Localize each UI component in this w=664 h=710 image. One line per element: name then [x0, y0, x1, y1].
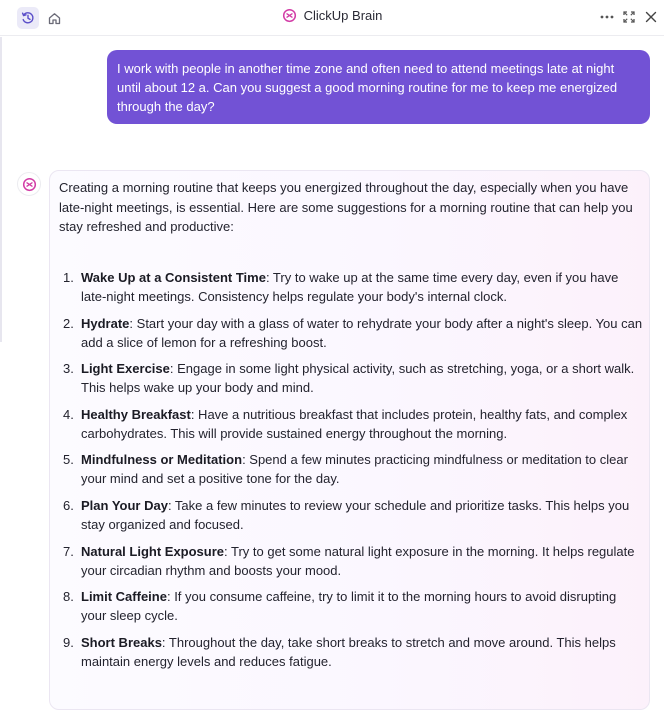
item-title: Mindfulness or Meditation: [81, 452, 243, 468]
item-number: 7.: [63, 543, 74, 559]
item-number: 2.: [63, 315, 74, 331]
item-text: : Throughout the day, take short breaks to stretch and move around. This helps maintain energy levels and reduces fatigue.: [81, 634, 616, 669]
close-icon: [645, 11, 657, 23]
list-item: [59, 268, 644, 306]
top-bar: [0, 0, 664, 36]
item-title: Light Exercise: [81, 361, 170, 377]
close-button[interactable]: [642, 8, 660, 26]
list-item: [59, 542, 644, 580]
list-item: [59, 314, 644, 352]
item-text: : Take a few minutes to review your schedule and prioritize tasks. This helps you stay organized and focused.: [81, 497, 630, 532]
page-title: ClickUp Brain: [303, 8, 383, 23]
item-text: : Engage in some light physical activity, such as stretching, yoga, or a short walk. This helps wake up your body and mind.: [81, 361, 635, 396]
item-text: : Try to wake up at the same time every day, even if you have late-night meetings. Consistency helps regulate your body's internal clock.: [81, 270, 619, 304]
expand-icon: [623, 11, 635, 23]
list-item: [59, 587, 644, 625]
user-message: I work with people in another time zone and often need to attend meetings late at night until about 12 a. Can you suggest a good morning routine for me to keep me energized through the day?: [107, 50, 650, 124]
item-number: 9.: [63, 634, 74, 650]
item-number: 1.: [63, 270, 74, 285]
item-title: Natural Light Exposure: [81, 543, 225, 559]
list-item: [59, 496, 644, 534]
ai-avatar: [17, 172, 41, 196]
list-item: [59, 359, 644, 397]
item-text: : If you consume caffeine, try to limit it to the morning hours to avoid disrupting your sleep cycle.: [81, 589, 617, 624]
item-text: : Have a nutritious breakfast that includes protein, healthy fats, and complex carbohydrates. This will provide sustained energy throughout the morning.: [81, 406, 628, 441]
expand-button[interactable]: [620, 8, 638, 26]
item-title: Hydrate: [81, 315, 130, 331]
more-button[interactable]: [598, 8, 616, 26]
brain-logo-icon: [22, 177, 37, 192]
item-number: 4.: [63, 406, 74, 422]
list-item: [59, 633, 644, 671]
routine-list: [59, 268, 644, 678]
item-number: 5.: [63, 452, 74, 468]
brain-logo-icon: [282, 8, 297, 23]
item-number: 3.: [63, 361, 74, 377]
item-title: Healthy Breakfast: [81, 406, 191, 422]
item-text: : Start your day with a glass of water to rehydrate your body after a night's sleep. You can add a slice of lemon for a refreshing boost.: [81, 315, 643, 350]
item-title: Limit Caffeine: [81, 589, 167, 605]
item-number: 8.: [63, 589, 74, 605]
list-item: [59, 450, 644, 488]
list-item: [59, 405, 644, 443]
item-title: Plan Your Day: [81, 497, 168, 513]
item-text: : Try to get some natural light exposure in the morning. It helps regulate your circadian rhythm and boosts your mood.: [81, 543, 635, 578]
window-title: [0, 8, 664, 23]
ai-response-intro: Creating a morning routine that keeps you energized throughout the day, especially when you have late-night meetings, is essential. Here are some suggestions for a morning routine that can help you stay refreshed and productive:: [59, 180, 633, 234]
item-title: Short Breaks: [81, 634, 162, 650]
left-rail-divider: [0, 37, 2, 342]
more-icon: [600, 15, 614, 19]
item-title: Wake Up at a Consistent Time: [81, 270, 266, 285]
item-number: 6.: [63, 497, 74, 513]
item-text: : Spend a few minutes practicing mindfulness or meditation to clear your mind and set a positive tone for the day.: [81, 452, 628, 487]
